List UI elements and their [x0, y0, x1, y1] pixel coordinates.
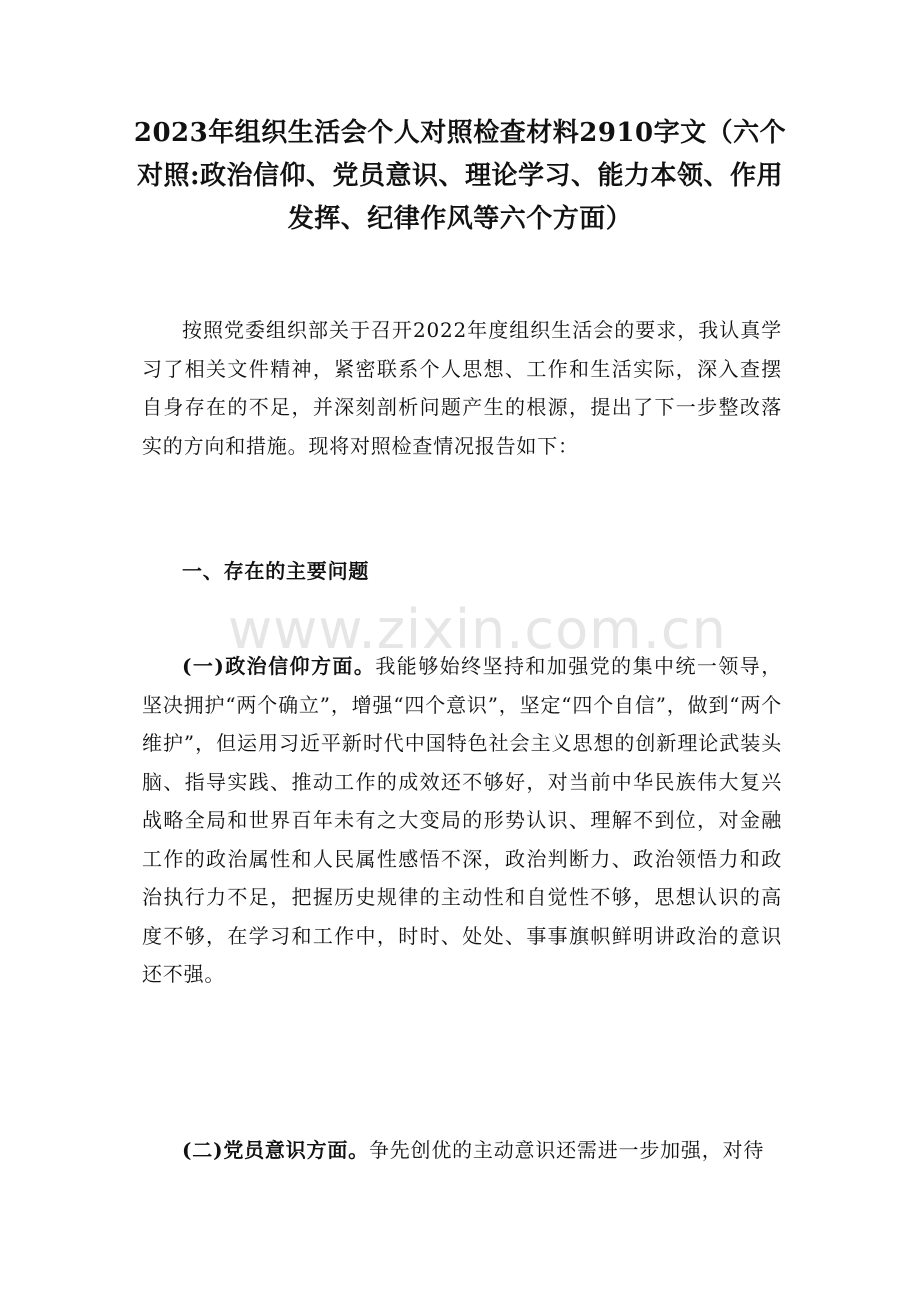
watermark: www.zixin.com.cn: [228, 598, 727, 661]
item-paragraph-political-belief: [142, 647, 782, 994]
intro-paragraph: 按照党委组织部关于召开2022年度组织生活会的要求，我认真学习了相关文件精神，紧密联系个人思想、工作和生活实际，深入查摆自身存在的不足，并深刻剖析问题产生的根源，提出了下一步整改落实的方向和措施。现将对照检查情况报告如下：: [142, 318, 782, 458]
item-body: 争先创优的主动意识还需进一步加强，对待: [368, 1138, 765, 1162]
section-heading: 一、存在的主要问题: [182, 559, 370, 583]
item-lead: (二)党员意识方面。: [182, 1138, 369, 1162]
item-lead: (一)政治信仰方面。: [182, 654, 376, 678]
item-paragraph-party-awareness: [142, 1131, 782, 1170]
item-body: 我能够始终坚持和加强党的集中统一领导，坚决拥护“两个确立”，增强“四个意识”，坚定“四个自信”，做到“两个维护”，但运用习近平新时代中国特色社会主义思想的创新理论武装头脑、指导实践、推动工作的成效还不够好，对当前中华民族伟大复兴战略全局和世界百年未有之大变局的形势认识、理解不到位，对金融工作的政治属性和人民属性感悟不深，政治判断力、政治领悟力和政治执行力不足，把握历史规律的主动性和自觉性不够，思想认识的高度不够，在学习和工作中，时时、处处、事事旗帜鲜明讲政治的意识还不强。: [142, 654, 782, 986]
document-title: 2023年组织生活会个人对照检查材料2910字文（六个对照:政治信仰、党员意识、理论学习、能力本领、作用发挥、纪律作风等六个方面）: [133, 118, 787, 234]
